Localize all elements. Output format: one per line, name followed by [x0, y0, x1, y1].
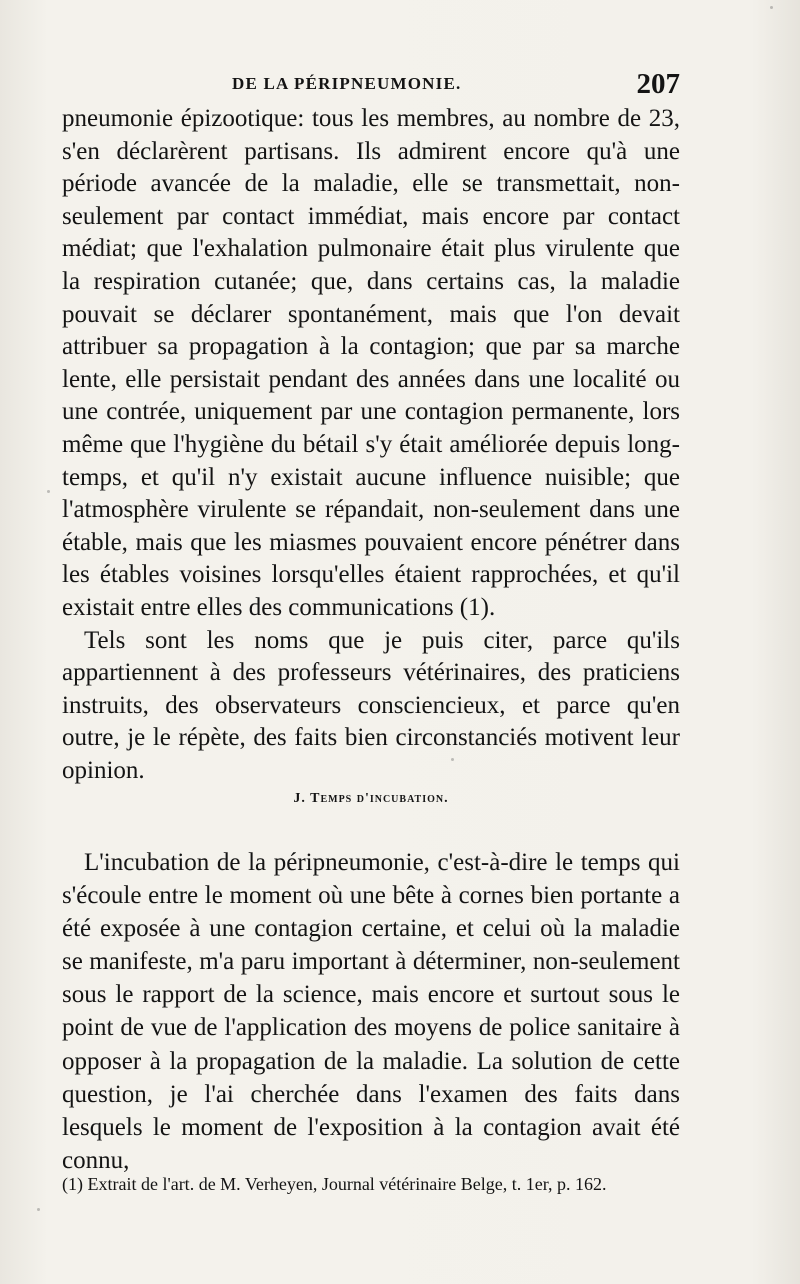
ink-speck [37, 1208, 40, 1211]
page-header [62, 70, 680, 100]
page-number: 207 [636, 68, 680, 100]
ink-speck [47, 490, 50, 493]
running-title: DE LA PÉRIPNEUMONIE. [232, 74, 462, 93]
paragraph: L'incubation de la péripneumonie, c'est-à-dire le temps qui s'écoule entre le moment où une bête à cornes bien portante a été exposée à une contagion certaine, et celui où la maladie se manifeste, m'a paru important à déterminer, non-seulement sous le rapport de la science, mais encore et surtout sous le point de vue de l'application des moyens de police sanitaire à opposer à la propagation de la maladie. La solution de cette question, je l'ai cherchée dans l'examen des faits dans lesquels le moment de l'exposition à la contagion avait été connu, [62, 849, 680, 1174]
paragraph: Tels sont les noms que je puis citer, parce qu'ils appartiennent à des professeurs vétérinaires, des praticiens instruits, des observateurs consciencieux, et parce qu'en outre, je le répète, des faits bien circonstanciés motivent leur opinion. [62, 626, 680, 784]
paragraph: pneumonie épizootique: tous les membres, au nombre de 23, s'en déclarèrent partisans. Ils admirent encore qu'à une période avancée de la maladie, elle se transmettait, non-seulement par contact immédiat, mais encore par contact médiat; que l'exhalation pulmonaire était plus virulente que la respiration cutanée; que, dans certains cas, la maladie pouvait se déclarer spontanément, mais que l'on devait attribuer sa propagation à la contagion; que par sa marche lente, elle persistait pendant des années dans une localité ou une contrée, uniquement par une contagion permanente, lors même que l'hygiène du bétail s'y était améliorée depuis long-temps, et qu'il n'y existait aucune influence nuisible; que l'atmosphère virulente se répandait, non-seulement dans une étable, mais que les miasmes pouvaient encore pénétrer dans les étables voisines lorsqu'elles étaient rapprochées, et qu'il existait entre elles des communications (1). [62, 105, 680, 621]
section-text-block [62, 846, 680, 1177]
main-text-block [62, 103, 680, 787]
ink-speck [451, 758, 454, 761]
footnote: (1) Extrait de l'art. de M. Verheyen, Journal vétérinaire Belge, t. 1er, p. 162. [62, 1174, 607, 1194]
section-heading: J. Temps d'incubation. [293, 791, 449, 806]
ink-speck [770, 6, 773, 9]
